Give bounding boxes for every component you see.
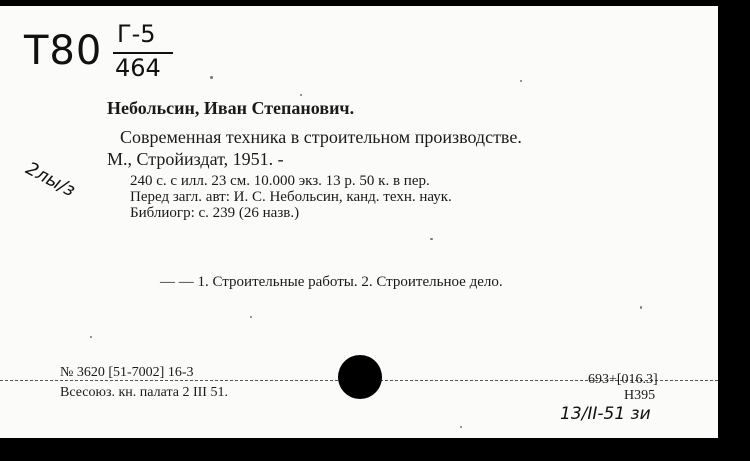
speck [640, 306, 642, 309]
classification-code: 693+[016.3] [588, 372, 658, 387]
classification-code-2: Н395 [624, 388, 656, 403]
speck [460, 426, 462, 428]
shelf-mark-bottom: 464 [115, 54, 161, 82]
speck [520, 80, 522, 82]
author-heading: Небольсин, Иван Степанович. [107, 98, 355, 118]
imprint-line: М., Стройиздат, 1951. - [107, 149, 284, 169]
book-title: Современная техника в строительном производстве. [120, 127, 522, 147]
shelf-mark-top: Г-5 [117, 20, 156, 48]
punch-hole [338, 355, 382, 399]
handwritten-date-note: 13/II-51 зи [560, 404, 651, 424]
catalog-card [0, 6, 718, 438]
subject-headings: — — 1. Строительные работы. 2. Строительное дело. [160, 274, 503, 290]
physical-description: 240 с. с илл. 23 см. 10.000 экз. 13 р. 50 к. в пер. [130, 173, 430, 189]
speck [430, 238, 433, 240]
responsibility-note: Перед загл. авт: И. С. Небольсин, канд. техн. наук. [130, 189, 452, 205]
card-number: № 3620 [51-7002] 16-3 [60, 365, 194, 380]
speck [210, 76, 213, 79]
speck [90, 336, 92, 338]
bibliography-note: Библиогр: с. 239 (26 назв.) [130, 205, 300, 221]
speck [250, 316, 252, 318]
speck [300, 94, 302, 96]
call-number: Т80 [24, 28, 103, 74]
handwritten-side-note: 2лы/з [22, 158, 79, 202]
chamber-line: Всесоюз. кн. палата 2 III 51. [60, 385, 228, 400]
